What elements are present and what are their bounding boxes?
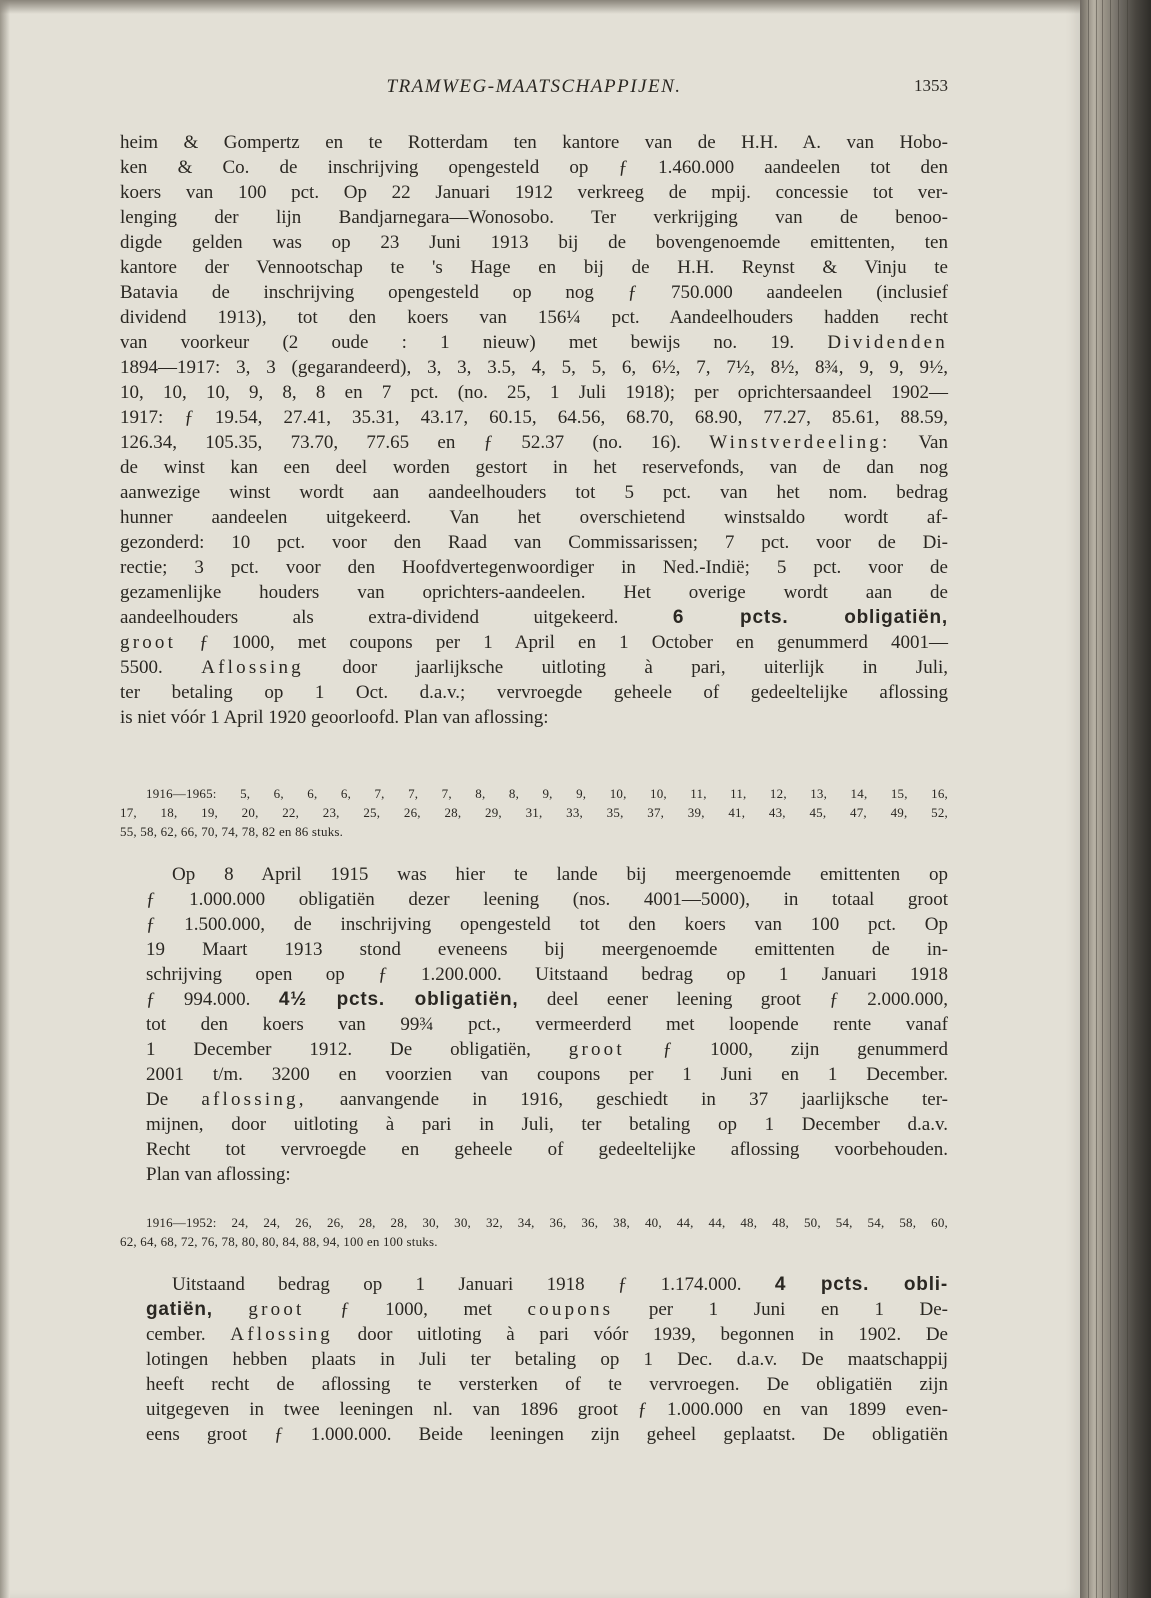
text-line bbox=[120, 655, 948, 680]
text-segment: aanvangende in 1916, geschiedt in 37 jaarlijksche ter- bbox=[306, 1089, 948, 1110]
text-line bbox=[120, 1272, 948, 1297]
text-line: ken & Co. de inschrijving opengesteld op ƒ 1.460.000 aandeelen tot den bbox=[120, 157, 948, 178]
text-line: 10, 10, 10, 9, 8, 8 en 7 pct. (no. 25, 1 Juli 1918); per oprichtersaandeel 1902— bbox=[120, 382, 948, 403]
text-line: gezamenlijke houders van oprichters-aandeelen. Het overige wordt aan de bbox=[120, 582, 948, 603]
text-line: gezonderd: 10 pct. voor den Raad van Commissarissen; 7 pct. voor de Di- bbox=[120, 532, 948, 553]
text-line bbox=[120, 987, 948, 1012]
text-line: heim & Gompertz en te Rotterdam ten kantore van de H.H. A. van Hobo- bbox=[120, 132, 948, 153]
text-segment: per 1 Juni en 1 De- bbox=[613, 1299, 948, 1320]
text-line: Plan van aflossing: bbox=[146, 1164, 291, 1185]
running-title: TRAMWEG-MAATSCHAPPIJEN. bbox=[386, 76, 682, 97]
text-line: ƒ 1.500.000, de inschrijving opengesteld tot den koers van 100 pct. Op bbox=[146, 914, 948, 935]
text-segment: cember. bbox=[146, 1324, 231, 1345]
text-line bbox=[120, 1037, 948, 1062]
text-segment: aandeelhouders als extra-dividend uitgekeerd. bbox=[120, 607, 673, 628]
text-line: Op 8 April 1915 was hier te lande bij meergenoemde emittenten op bbox=[172, 864, 948, 885]
text-line: 19 Maart 1913 stond eveneens bij meergenoemde emittenten de in- bbox=[146, 939, 948, 960]
text-segment: ƒ 1000, met bbox=[304, 1299, 528, 1320]
plan-line: 1916—1952: 24, 24, 26, 26, 28, 28, 30, 30, 32, 34, 36, 36, 38, 40, 44, 44, 48, 48, 50, 54, 54, 58, 60, bbox=[146, 1215, 948, 1230]
text-line: 1917: ƒ 19.54, 27.41, 35.31, 43.17, 60.15, 64.56, 68.70, 68.90, 77.27, 85.61, 88.59, bbox=[120, 407, 948, 428]
text-line: ƒ 1.000.000 obligatiën dezer leening (nos. 4001—5000), in totaal groot bbox=[146, 889, 948, 910]
text-line: mijnen, door uitloting à pari in Juli, ter betaling op 1 December d.a.v. bbox=[146, 1114, 948, 1135]
spaced-term-groot: groot bbox=[120, 632, 177, 653]
spaced-term-aflossing: Aflossing bbox=[201, 657, 304, 678]
text-line: aanwezige winst wordt aan aandeelhouders tot 5 pct. van het nom. bedrag bbox=[120, 482, 948, 503]
text-line bbox=[120, 630, 948, 655]
text-line: lenging der lijn Bandjarnegara—Wonosobo. Ter verkrijging van de benoo- bbox=[120, 207, 948, 228]
text-segment: door jaarlijksche uitloting à pari, uiterlijk in Juli, bbox=[303, 657, 948, 678]
spaced-term-aflossing: Aflossing bbox=[230, 1324, 333, 1345]
text-line: tot den koers van 99¾ pct., vermeerderd met loopende rente vanaf bbox=[146, 1014, 948, 1035]
text-segment: ƒ 1000, met coupons per 1 April en 1 October en genummerd 4001— bbox=[176, 632, 948, 653]
text-segment: ƒ 1000, zijn genummerd bbox=[624, 1039, 948, 1060]
running-head bbox=[120, 76, 948, 100]
text-line: eens groot ƒ 1.000.000. Beide leeningen zijn geheel geplaatst. De obligatiën bbox=[146, 1424, 948, 1445]
text-line bbox=[120, 1322, 948, 1347]
spaced-term-winstverdeeling: Winstverdeeling: bbox=[709, 432, 891, 453]
text-segment: ƒ 994.000. bbox=[146, 989, 279, 1010]
text-line: Batavia de inschrijving opengesteld op nog ƒ 750.000 aandeelen (inclusief bbox=[120, 282, 948, 303]
redemption-plan-1 bbox=[120, 784, 948, 841]
text-line: digde gelden was op 23 Juni 1913 bij de bovengenoemde emittenten, ten bbox=[120, 232, 948, 253]
bond-heading-4-pcts: 4 pcts. obli- bbox=[774, 1274, 948, 1295]
page-number: 1353 bbox=[914, 76, 948, 95]
text-segment: 1 December 1912. De obligatiën, bbox=[146, 1039, 569, 1060]
paragraph-2 bbox=[120, 862, 948, 1187]
text-line: koers van 100 pct. Op 22 Januari 1912 verkreeg de mpij. concessie tot ver- bbox=[120, 182, 948, 203]
text-line: rectie; 3 pct. voor den Hoofdvertegenwoordiger in Ned.-Indië; 5 pct. voor de bbox=[120, 557, 948, 578]
page-top-shadow bbox=[0, 0, 1151, 14]
bond-heading-6-pcts: 6 pcts. obligatiën, bbox=[672, 607, 949, 628]
text-segment: Van bbox=[890, 432, 948, 453]
text-segment: door uitloting à pari vóór 1939, begonnen in 1902. De bbox=[332, 1324, 948, 1345]
spaced-term-groot: groot bbox=[568, 1039, 625, 1060]
text-segment: 5500. bbox=[120, 657, 202, 678]
text-line: kantore der Vennootschap te 's Hage en bij de H.H. Reynst & Vinju te bbox=[120, 257, 948, 278]
text-line: heeft recht de aflossing te versterken of te vervroegen. De obligatiën zijn bbox=[146, 1374, 948, 1395]
text-line: 1894—1917: 3, 3 (gegarandeerd), 3, 3, 3.5, 4, 5, 5, 6, 6½, 7, 7½, 8½, 8¾, 9, 9, 9½, bbox=[120, 357, 948, 378]
text-line: ter betaling op 1 Oct. d.a.v.; vervroegde geheele of gedeeltelijke aflossing bbox=[120, 682, 948, 703]
text-line bbox=[120, 605, 948, 630]
text-line: lotingen hebben plaats in Juli ter betaling op 1 Dec. d.a.v. De maatschappij bbox=[146, 1349, 948, 1370]
text-line bbox=[120, 1087, 948, 1112]
text-line: schrijving open op ƒ 1.200.000. Uitstaand bedrag op 1 Januari 1918 bbox=[146, 964, 948, 985]
text-line bbox=[120, 430, 948, 455]
redemption-plan-2 bbox=[120, 1213, 948, 1251]
plan-line: 1916—1965: 5, 6, 6, 6, 7, 7, 7, 8, 8, 9, 9, 10, 10, 11, 11, 12, 13, 14, 15, 16, bbox=[146, 786, 948, 801]
paragraph-1 bbox=[120, 130, 948, 730]
text-line: uitgegeven in twee leeningen nl. van 1896 groot ƒ 1.000.000 en van 1899 even- bbox=[146, 1399, 948, 1420]
plan-line: 17, 18, 19, 20, 22, 23, 25, 26, 28, 29, 31, 33, 35, 37, 39, 41, 43, 45, 47, 49, 52, bbox=[120, 805, 948, 820]
text-line: Recht tot vervroegde en geheele of gedeeltelijke aflossing voorbehouden. bbox=[146, 1139, 948, 1160]
text-line bbox=[120, 330, 948, 355]
spaced-term-coupons: coupons bbox=[527, 1299, 614, 1320]
spaced-term-aflossing: aflossing, bbox=[201, 1089, 307, 1110]
text-line bbox=[120, 1297, 948, 1322]
text-segment: De bbox=[146, 1089, 202, 1110]
paragraph-3 bbox=[120, 1272, 948, 1447]
spaced-term-groot: groot bbox=[248, 1299, 305, 1320]
text-line: 2001 t/m. 3200 en voorzien van coupons per 1 Juni en 1 December. bbox=[146, 1064, 948, 1085]
book-page-edges bbox=[1080, 0, 1151, 1598]
text-line: is niet vóór 1 April 1920 geoorloofd. Plan van aflossing: bbox=[120, 707, 549, 728]
spaced-term-dividenden: Dividenden bbox=[827, 332, 948, 353]
plan-line: 62, 64, 68, 72, 76, 78, 80, 80, 84, 88, 94, 100 en 100 stuks. bbox=[120, 1234, 438, 1249]
bond-heading-4-half-pcts: 4½ pcts. obligatiën, bbox=[278, 989, 519, 1010]
text-line: hunner aandeelen uitgekeerd. Van het overschietend winstsaldo wordt af- bbox=[120, 507, 948, 528]
plan-line: 55, 58, 62, 66, 70, 74, 78, 82 en 86 stuks. bbox=[120, 824, 344, 839]
text-line: de winst kan een deel worden gestort in het reservefonds, van de dan nog bbox=[120, 457, 948, 478]
bond-heading-4-pcts-cont: gatiën, bbox=[146, 1299, 213, 1320]
text-segment: 126.34, 105.35, 73.70, 77.65 en ƒ 52.37 (no. 16). bbox=[120, 432, 710, 453]
text-segment: van voorkeur (2 oude : 1 nieuw) met bewijs no. 19. bbox=[120, 332, 828, 353]
page-gutter-shadow bbox=[0, 0, 10, 1598]
text-segment: deel eener leening groot ƒ 2.000.000, bbox=[518, 989, 948, 1010]
text-line: dividend 1913), tot den koers van 156¼ pct. Aandeelhouders hadden recht bbox=[120, 307, 948, 328]
text-segment: Uitstaand bedrag op 1 Januari 1918 ƒ 1.174.000. bbox=[172, 1274, 775, 1295]
